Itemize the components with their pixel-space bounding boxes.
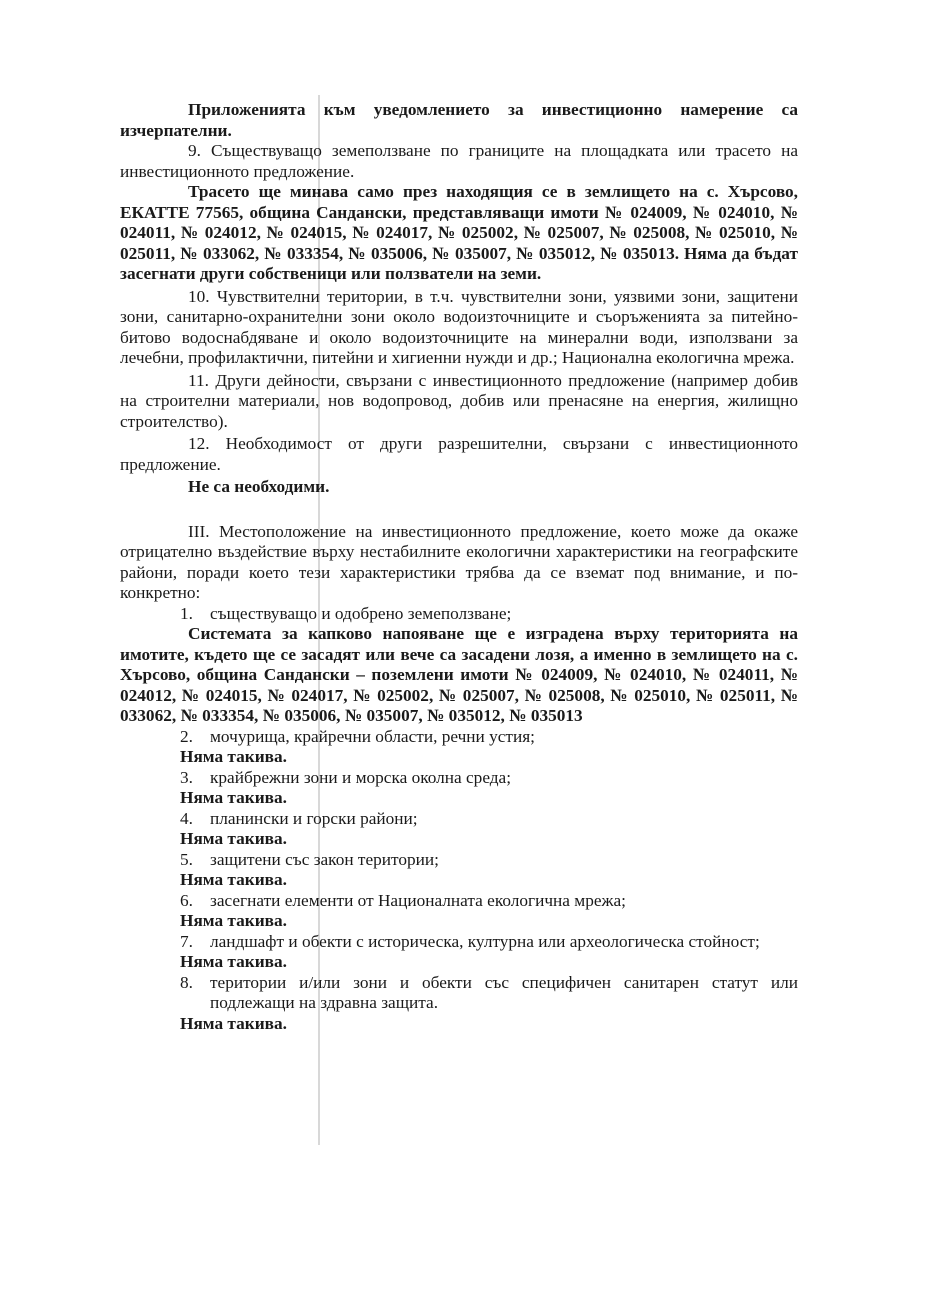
list-item-number: 5.: [180, 849, 193, 869]
paragraph-route-description: Трасето ще минава само през находящия се в землището на с. Хърсово, ЕКАТТЕ 77565, община Сандански, представляващи имоти № 024009, № 024010, № 024011, № 024012, № 024015, № 024017, № 025002, № 025007, № 025008, № 025010, № 025011, № 033062, № 033354, № 035006, № 035007, № 035012, № 035013. Няма да бъдат засегнати други собственици или ползватели на земи.: [120, 182, 798, 283]
list-item-7: [120, 932, 798, 953]
list-item-6: [120, 891, 798, 912]
paragraph-section-10: 10. Чувствителни територии, в т.ч. чувствителни зони, уязвими зони, защитени зони, санитарно-охранителни зони около водоизточниците и съоръженията за питейно-битово водоснабдяване и около водоизточниците на минерални води, използвани за лечебни, профилактични, питейни и хигиенни нужди и др.; Национална екологична мрежа.: [120, 286, 798, 367]
list-item-answer: Няма такива.: [180, 870, 287, 889]
list-item-text: територии и/или зони и обекти със специфичен санитарен статут или подлежащи на здравна защита.: [210, 972, 798, 1012]
list-item-answer: Няма такива.: [180, 952, 287, 971]
list-item-number: 1.: [180, 603, 193, 623]
list-item-text: засегнати елементи от Националната екологична мрежа;: [210, 890, 626, 910]
list-item-answer: Няма такива.: [180, 747, 287, 766]
list-item-8: [120, 973, 798, 1014]
list-item-answer: Няма такива.: [180, 788, 287, 807]
list-item-text: планински и горски райони;: [210, 808, 418, 828]
list-item-answer: Няма такива.: [180, 911, 287, 930]
paragraph-section-11: 11. Други дейности, свързани с инвестиционното предложение (например добив на строителни материали, нов водопровод, добив или пренасяне на енергия, жилищно строителство).: [120, 370, 798, 431]
list-item-number: 4.: [180, 808, 193, 828]
paragraph-section-iii: III. Местоположение на инвестиционното предложение, което може да окаже отрицателно въздействие върху нестабилните екологични характеристики на географските райони, поради което тези характеристики трябва да се вземат под внимание, и по-конкретно:: [120, 521, 798, 602]
list-item-4: [120, 809, 798, 830]
list-item-text: защитени със закон територии;: [210, 849, 439, 869]
list-item-number: 6.: [180, 890, 193, 910]
list-item-number: 3.: [180, 767, 193, 787]
paragraph-section-12: 12. Необходимост от други разрешителни, свързани с инвестиционното предложение.: [120, 434, 798, 474]
list-item-text: ландшафт и обекти с историческа, културна или археологическа стойност;: [210, 931, 760, 951]
list-item-number: 2.: [180, 726, 193, 746]
list-item-3: [120, 768, 798, 789]
list-item-text: съществуващо и одобрено земеползване;: [210, 603, 512, 623]
paragraph-attachments: Приложенията към уведомлението за инвестиционно намерение са изчерпателни.: [120, 100, 798, 140]
list-item-answer: Няма такива.: [180, 829, 287, 848]
list-item-1: [120, 604, 798, 625]
list-item-number: 7.: [180, 931, 193, 951]
list-item-text: крайбрежни зони и морска околна среда;: [210, 767, 512, 787]
paragraph-irrigation-system: Системата за капково напояване ще е изградена върху територията на имотите, където ще се засадят или вече са засадени лозя, а именно в землището на с. Хърсово, община Сандански – поземлени имоти № 024009, № 024010, № 024011, № 024012, № 024015, № 024017, № 025002, № 025007, № 025008, № 025010, № 025011, № 033062, № 033354, № 035006, № 035007, № 035012, № 035013: [120, 624, 798, 725]
list-item-2: [120, 727, 798, 748]
spacer: [120, 498, 798, 522]
list-item-answer: Няма такива.: [180, 1013, 287, 1033]
list-item-5: [120, 850, 798, 871]
paragraph-not-required: Не са необходими.: [188, 477, 330, 496]
document-body: [120, 100, 798, 1034]
list-item-text: мочурища, крайречни области, речни устия;: [210, 726, 535, 746]
paragraph-section-9: 9. Съществуващо земеползване по границите на площадката или трасето на инвестиционното предложение.: [120, 141, 798, 181]
list-item-number: 8.: [180, 972, 193, 992]
